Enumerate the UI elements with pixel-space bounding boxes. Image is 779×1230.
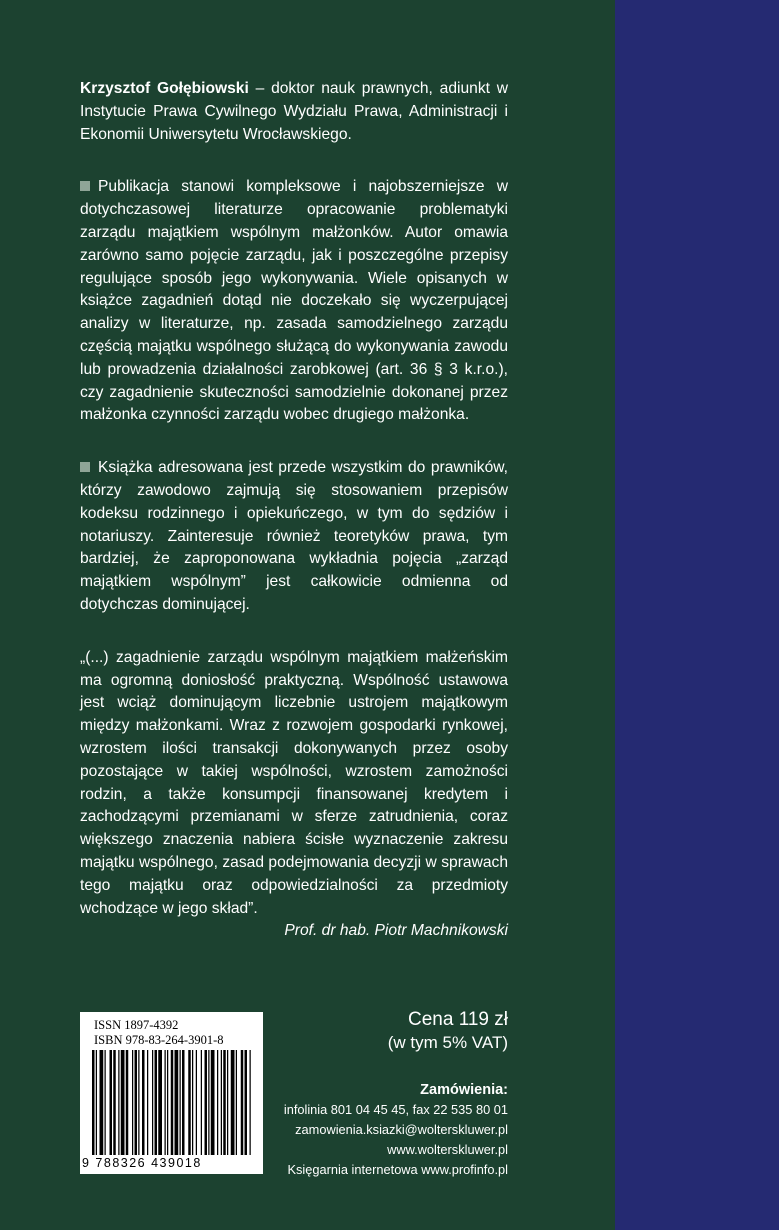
barcode-bar [92, 1050, 95, 1155]
barcode-bar [142, 1050, 145, 1155]
barcode-bar [171, 1050, 174, 1155]
barcode-bar [236, 1050, 237, 1155]
barcode-bar [138, 1050, 139, 1155]
barcode-bar [113, 1050, 116, 1155]
isbn-barcode-label [80, 1012, 263, 1174]
barcode-digits: 9 788326 439018 [82, 1156, 202, 1170]
barcode-bar [188, 1050, 191, 1155]
barcode-bar [158, 1050, 162, 1155]
barcode-bar [180, 1050, 181, 1155]
orders-website: www.wolterskluwer.pl [387, 1142, 508, 1157]
barcode-bar [100, 1050, 104, 1155]
barcode-bar [165, 1050, 166, 1155]
description-paragraph-1: Publikacja stanowi kompleksowe i najobszerniejsze w dotychczasowej literaturze opracowanie problematyki zarządu majątkiem wspólnym małżonków. Autor omawia zarówno samo pojęcie zarządu, jak i poszczególne przepisy regulujące sposób jego wykonywania. Wiele opisanych w książce zagadnień dotąd nie doczekało się wyczerpującej analizy w literaturze, np. zasada samodzielnego zarządu częścią majątku wspólnego służącą do wykonywania zawodu lub prowadzenia działalności zarobkowej (art. 36 § 3 k.r.o.), czy zagadnienie skuteczności samodzielnie dokonanej przez małżonka czynności zarządu wobec drugiego małżonka. [80, 178, 508, 424]
barcode-bar [110, 1050, 113, 1155]
quote-author: Prof. dr hab. Piotr Machnikowski [284, 922, 508, 940]
barcode-bar [227, 1050, 228, 1155]
barcode-bar [175, 1050, 179, 1155]
barcode-bar [211, 1050, 215, 1155]
orders-email: zamowienia.ksiazki@wolterskluwer.pl [295, 1122, 508, 1137]
barcode-bar [121, 1050, 125, 1155]
price: Cena 119 zł [408, 1009, 508, 1030]
barcode-bar [152, 1050, 153, 1155]
barcode-graphic [90, 1050, 255, 1155]
barcode-bar [250, 1050, 251, 1155]
barcode-bar [167, 1050, 168, 1155]
barcode-bar [241, 1050, 244, 1155]
author-bio [80, 78, 508, 146]
barcode-bar [132, 1050, 133, 1155]
barcode-bar [105, 1050, 106, 1155]
barcode-bar [223, 1050, 226, 1155]
orders-heading: Zamówienia: [420, 1082, 508, 1098]
square-bullet-icon [80, 462, 90, 472]
barcode-bar [196, 1050, 197, 1155]
author-name: Krzysztof Gołębiowski [80, 80, 249, 97]
barcode-bar [217, 1050, 218, 1155]
square-bullet-icon [80, 181, 90, 191]
barcode-bar [126, 1050, 129, 1155]
barcode-bar [155, 1050, 158, 1155]
barcode-bar [192, 1050, 193, 1155]
isbn-number: ISBN 978-83-264-3901-8 [94, 1033, 224, 1047]
barcode-bar [182, 1050, 185, 1155]
barcode-bar [201, 1050, 202, 1155]
cover-spine-strip [615, 0, 779, 1230]
barcode-bar [208, 1050, 209, 1155]
orders-bookstore: Księgarnia internetowa www.profinfo.pl [287, 1162, 508, 1177]
cover-text [80, 78, 508, 943]
price-block [388, 1008, 508, 1054]
barcode-bar [135, 1050, 138, 1155]
orders-hotline: infolinia 801 04 45 45, fax 22 535 80 01 [283, 1102, 508, 1117]
barcode-bar [245, 1050, 248, 1155]
price-vat-note: (w tym 5% VAT) [387, 1033, 508, 1052]
author-description: – doktor nauk prawnych, adiunkt w Instytucie Prawa Cywilnego Wydziału Prawa, Administracji i Ekonomii Uniwersytetu Wrocławskiego. [80, 80, 508, 143]
description-paragraph-2: Książka adresowana jest przede wszystkim do prawników, którzy zawodowo zajmują się stosowaniem przepisów kodeksu rodzinnego i opiekuńczego, w tym do sędziów i notariuszy. Zainteresuje również teoretyków prawa, tym bardziej, że zaproponowana wykładnia pojęcia „zarząd majątkiem wspólnym” jest całkowicie odmienna od dotychczas dominującej. [80, 459, 508, 613]
barcode-bar [147, 1050, 148, 1155]
barcode-bar [231, 1050, 235, 1155]
barcode-bar [205, 1050, 208, 1155]
barcode-bar [96, 1050, 97, 1155]
barcode-bar [221, 1050, 222, 1155]
orders-info [284, 1080, 508, 1180]
issn-number: ISSN 1897-4392 [94, 1018, 179, 1032]
barcode-bar [118, 1050, 119, 1155]
barcode-bars [90, 1050, 255, 1155]
review-quote: „(...) zagadnienie zarządu wspólnym majątkiem małżeńskim ma ogromną doniosłość praktyczną. Wspólność ustawowa jest wciąż dominującym liczebnie ustrojem majątkowym między małżonkami. Wraz z rozwojem gospodarki rynkowej, wzrostem ilości transakcji dokonywanych przez osoby pozostające w takiej wspólności, wzrostem zamożności rodzin, a także konsumpcji finansowanej kredytem i zachodzącymi przemianami w sferze zatrudnienia, coraz większego znaczenia nabiera ścisłe wyznaczenie zakresu majątku wspólnego, zasad podejmowania decyzji w sprawach tego majątku oraz odpowiedzialności za przedmioty wchodzące w jego skład”. [80, 648, 508, 917]
